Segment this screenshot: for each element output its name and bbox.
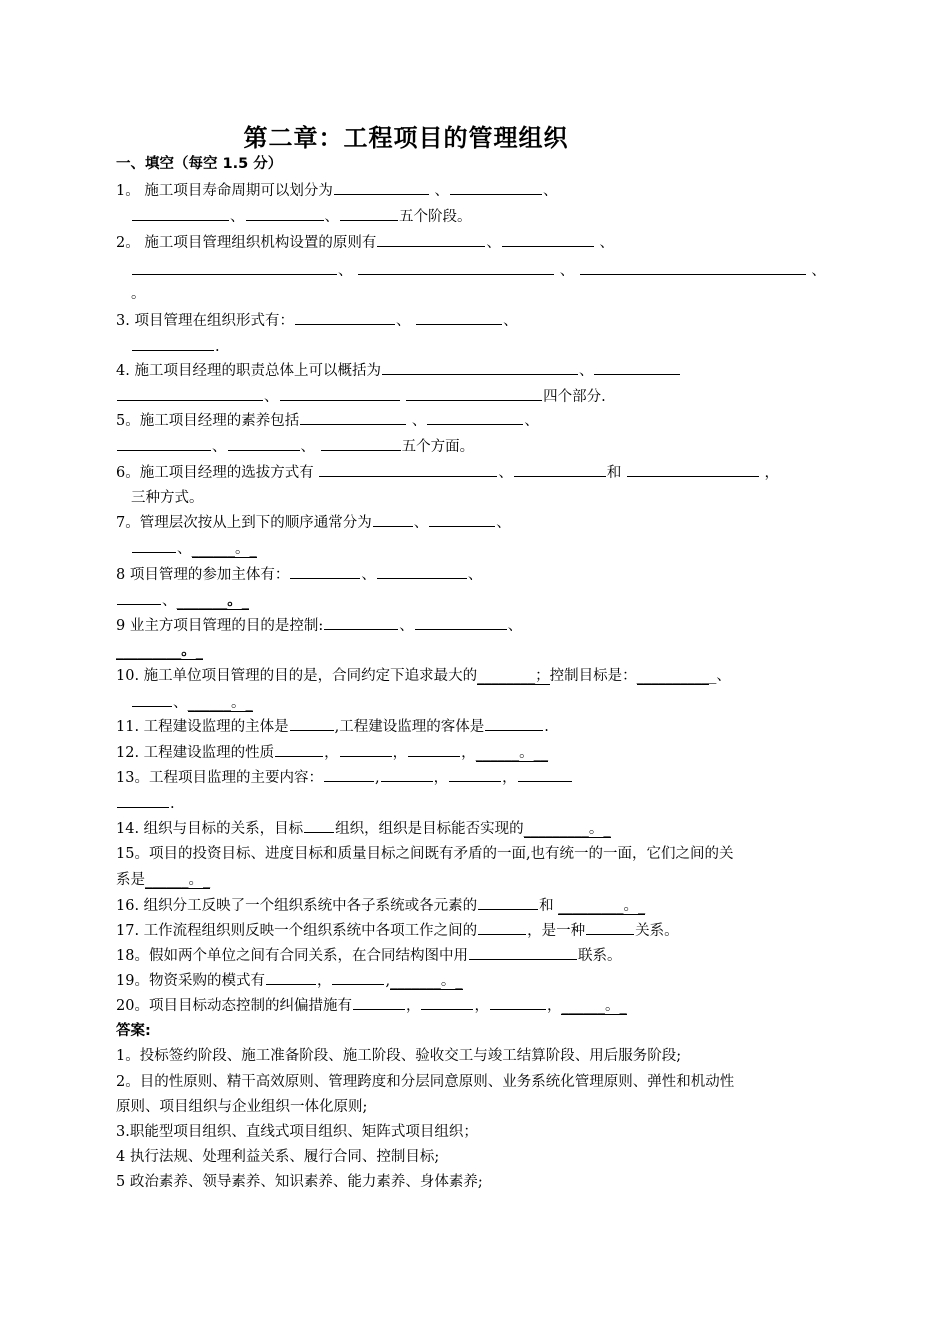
question-9: 9 业主方项目管理的目的是控制: 、 、 [116, 615, 522, 636]
question-19: 19。物资采购的模式有 ， ,_______。_ [116, 970, 463, 991]
question-7-cont: 、______。_ [131, 538, 257, 559]
question-6: 6。施工项目经理的选拔方式有 、 和 ， [116, 462, 779, 483]
answer-line: 4 执行法规、处理利益关系、履行合同、控制目标; [116, 1149, 440, 1165]
answer-line: 5 政治素养、领导素养、知识素养、能力素养、身体素养; [116, 1174, 483, 1190]
question-7: 7。管理层次按从上到下的顺序通常分为 、 、 [116, 512, 511, 533]
question-2-end: 。 [131, 286, 146, 302]
question-16: 16. 组织分工反映了一个组织系统中各子系统或各元素的 和 _________。_ [116, 895, 645, 916]
question-3: 3. 项目管理在组织形式有： 、 、 [116, 310, 518, 331]
question-6-cont: 三种方式。 [131, 490, 204, 506]
question-3-cont: . [131, 336, 220, 357]
question-8: 8 项目管理的参加主体有： 、 、 [116, 564, 482, 585]
question-2-cont: 、 、 、 [131, 260, 826, 281]
answer-line: 1。投标签约阶段、施工准备阶段、施工阶段、验收交工与竣工结算阶段、用后服务阶段; [116, 1048, 682, 1064]
question-8-cont: 、_______。_ [116, 590, 249, 611]
question-13-cont: . [116, 793, 175, 814]
question-5-cont: 、 、 五个方面。 [116, 436, 474, 457]
question-4: 4. 施工项目经理的职责总体上可以概括为 、 [116, 360, 681, 381]
question-14: 14. 组织与目标的关系，目标 组织，组织是目标能否实现的_________。_ [116, 818, 611, 839]
question-12: 12. 工程建设监理的性质 ， ， ，______。__ [116, 742, 548, 763]
answer-line: 3.职能型项目组织、直线式项目组织、矩阵式项目组织； [116, 1124, 478, 1140]
chapter-title: 第二章：工程项目的管理组织 [243, 124, 569, 152]
question-11: 11. 工程建设监理的主体是 ,工程建设监理的客体是 . [116, 716, 549, 737]
question-1-cont: 、 、 五个阶段。 [131, 206, 472, 227]
answer-line: 2。目的性原则、精干高效原则、管理跨度和分层同意原则、业务系统化管理原则、弹性和机动性 [116, 1074, 735, 1090]
answers-heading: 答案: [116, 1023, 151, 1039]
question-2: 2。 施工项目管理组织机构设置的原则有 、 、 [116, 232, 614, 253]
question-17: 17. 工作流程组织则反映一个组织系统中各项工作之间的 ，是一种 关系。 [116, 920, 679, 941]
question-1: 1。 施工项目寿命周期可以划分为 、 、 [116, 180, 557, 201]
question-5: 5。施工项目经理的素养包括 、 、 [116, 410, 539, 431]
question-9-cont: _________。_ [116, 642, 203, 659]
section-heading: 一、填空（每空 1.5 分） [116, 156, 283, 172]
question-13: 13。工程项目监理的主要内容： , ， ， [116, 767, 573, 788]
question-10-cont: 、______。_ [131, 692, 253, 713]
question-4-cont: 、 四个部分. [116, 386, 606, 407]
question-15: 15。项目的投资目标、进度目标和质量目标之间既有矛盾的一面,也有统一的一面，它们之间的关 [116, 846, 734, 862]
question-15-cont: 系是______。_ [116, 872, 211, 888]
question-18: 18。假如两个单位之间有合同关系，在合同结构图中用 联系。 [116, 945, 621, 966]
answer-line: 原则、项目组织与企业组织一体化原则; [116, 1099, 368, 1115]
question-20: 20。项目目标动态控制的纠偏措施有 ， ， ，______。_ [116, 995, 627, 1016]
question-10: 10. 施工单位项目管理的目的是，合同约定下追求最大的________；控制目标是：___________、 [116, 668, 731, 684]
